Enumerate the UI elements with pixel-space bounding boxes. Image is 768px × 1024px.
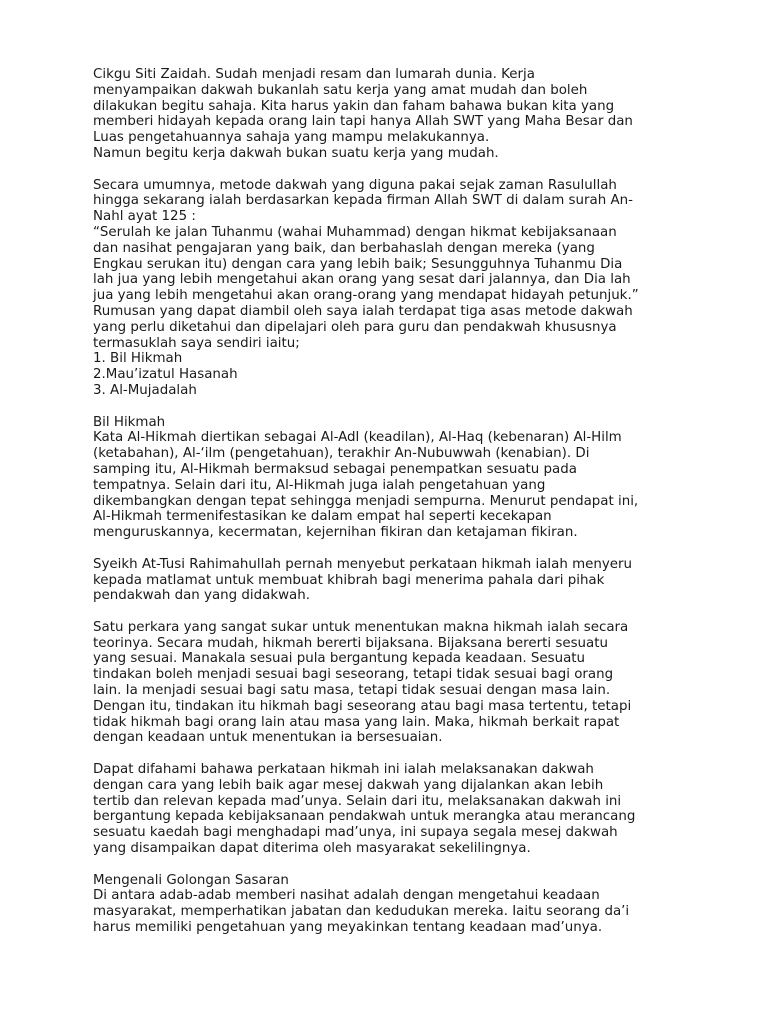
text-line: menyampaikan dakwah bukanlah satu kerja yang amat mudah dan boleh [93, 82, 588, 98]
text-line: 3. Al-Mujadalah [93, 382, 197, 398]
paragraph-spacer [93, 604, 683, 620]
text-line: hingga sekarang ialah berdasarkan kepada firman Allah SWT di dalam surah An- [93, 193, 633, 209]
text-line: samping itu, Al-Hikmah bermaksud sebagai penempatkan sesuatu pada [93, 461, 577, 477]
text-line: pendakwah dan yang didakwah. [93, 588, 310, 604]
text-line: termasuklah saya sendiri iaitu; [93, 335, 300, 351]
text-line: dan nasihat pengajaran yang baik, dan berbahaslah dengan mereka (yang [93, 240, 595, 256]
text-line: (ketabahan), Al-‘ilm (pengetahuan), terakhir An-Nubuwwah (kenabian). Di [93, 446, 590, 462]
text-line: lain. Ia menjadi sesuai bagi satu masa, tetapi tidak sesuai dengan masa lain. [93, 683, 611, 699]
text-line: Rumusan yang dapat diambil oleh saya ialah terdapat tiga asas metode dakwah [93, 303, 633, 319]
text-line: Namun begitu kerja dakwah bukan suatu kerja yang mudah. [93, 145, 499, 161]
text-line: dengan cara yang lebih baik agar mesej dakwah yang dijalankan akan lebih [93, 777, 604, 793]
paragraph [93, 415, 683, 541]
text-line: Nahl ayat 125 : [93, 209, 196, 225]
document-body [93, 67, 683, 936]
paragraph-spacer [93, 541, 683, 557]
paragraph-spacer [93, 857, 683, 873]
paragraph-spacer [93, 746, 683, 762]
text-line: Dengan itu, tindakan itu hikmah bagi seseorang atau bagi masa tertentu, tetapi [93, 698, 632, 714]
text-line: Al-Hikmah termenifestasikan ke dalam empat hal seperti kecekapan [93, 509, 552, 525]
paragraph [93, 762, 683, 857]
paragraph-spacer [93, 399, 683, 415]
text-line: Satu perkara yang sangat sukar untuk menentukan makna hikmah ialah secara [93, 619, 629, 635]
text-line: dengan keadaan untuk menentukan ia bersesuaian. [93, 730, 443, 746]
text-line: dikembangkan dengan tepat sehingga menjadi sempurna. Menurut pendapat ini, [93, 493, 639, 509]
text-line: jua yang lebih mengetahui akan orang-orang yang mendapat hidayah petunjuk.” [93, 288, 639, 304]
text-line: Secara umumnya, metode dakwah yang diguna pakai sejak zaman Rasulullah [93, 177, 617, 193]
text-line: Di antara adab-adab memberi nasihat adalah dengan mengetahui keadaan [93, 888, 600, 904]
text-line: tempatnya. Selain dari itu, Al-Hikmah juga ialah pengetahuan yang [93, 477, 546, 493]
text-line: Engkau serukan itu) dengan cara yang lebih baik; Sesungguhnya Tuhanmu Dia [93, 256, 623, 272]
paragraph-spacer [93, 162, 683, 178]
text-line: 1. Bil Hikmah [93, 351, 183, 367]
text-line: Luas pengetahuannya sahaja yang mampu melakukannya. [93, 130, 490, 146]
text-line: Kata Al-Hikmah diertikan sebagai Al-Adl (keadilan), Al-Haq (kebenaran) Al-Hilm [93, 430, 622, 446]
paragraph [93, 873, 683, 936]
text-line: tindakan boleh menjadi sesuai bagi seseorang, tetapi tidak sesuai bagi orang [93, 667, 614, 683]
text-line: kepada matlamat untuk membuat khibrah bagi menerima pahala dari pihak [93, 572, 605, 588]
text-line: Mengenali Golongan Sasaran [93, 872, 289, 888]
paragraph [93, 620, 683, 746]
text-line: 2.Mau’izatul Hasanah [93, 367, 238, 383]
paragraph [93, 67, 683, 162]
text-line: “Serulah ke jalan Tuhanmu (wahai Muhammad) dengan hikmat kebijaksanaan [93, 224, 617, 240]
text-line: yang sesuai. Manakala sesuai pula bergantung kepada keadaan. Sesuatu [93, 651, 586, 667]
text-line: harus memiliki pengetahuan yang meyakinkan tentang keadaan mad’unya. [93, 920, 603, 936]
text-line: Syeikh At-Tusi Rahimahullah pernah menyebut perkataan hikmah ialah menyeru [93, 556, 632, 572]
text-line: lah jua yang lebih mengetahui akan orang yang sesat dari jalannya, dan Dia lah [93, 272, 631, 288]
text-line: bergantung kepada kebijaksanaan pendakwah untuk merangka atau merancang [93, 809, 636, 825]
text-line: tidak hikmah bagi orang lain atau masa yang lain. Maka, hikmah berkait rapat [93, 714, 620, 730]
text-line: yang perlu diketahui dan dipelajari oleh para guru dan pendakwah khususnya [93, 319, 617, 335]
text-line: sesuatu kaedah bagi menghadapi mad’unya, ini supaya segala mesej dakwah [93, 825, 618, 841]
text-line: memberi hidayah kepada orang lain tapi hanya Allah SWT yang Maha Besar dan [93, 114, 633, 130]
text-line: yang disampaikan dapat diterima oleh masyarakat sekelilingnya. [93, 841, 531, 857]
paragraph [93, 178, 683, 399]
paragraph-container [93, 67, 683, 936]
text-line: dilakukan begitu sahaja. Kita harus yakin dan faham bahawa bukan kita yang [93, 98, 615, 114]
text-line: Dapat difahami bahawa perkataan hikmah ini ialah melaksanakan dakwah [93, 762, 594, 778]
text-line: Cikgu Siti Zaidah. Sudah menjadi resam dan lumarah dunia. Kerja [93, 67, 535, 82]
text-line: tertib dan relevan kepada mad’unya. Selain dari itu, melaksanakan dakwah ini [93, 793, 622, 809]
text-line: teorinya. Secara mudah, hikmah bererti bijaksana. Bijaksana bererti sesuatu [93, 635, 608, 651]
text-line: masyarakat, memperhatikan jabatan dan kedudukan mereka. Iaitu seorang da’i [93, 904, 630, 920]
text-line: Bil Hikmah [93, 414, 166, 430]
text-line: menguruskannya, kecermatan, kejernihan fikiran dan ketajaman fikiran. [93, 525, 578, 541]
paragraph [93, 557, 683, 604]
